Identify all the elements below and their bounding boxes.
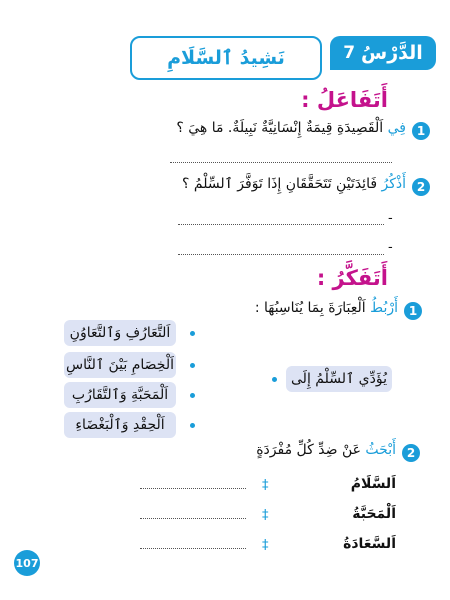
question-lead: أَرْبُطُ: [370, 300, 398, 316]
question-number-badge: 1: [412, 122, 430, 140]
question-lead: أَبْحَثُ: [365, 442, 396, 458]
question-lead: فِي: [387, 120, 406, 136]
matching-option-text: اَلْحِقْدِ وَٱلْبَغْضَاءِ: [75, 417, 165, 433]
answer-line[interactable]: [140, 518, 246, 519]
question-number-badge: 1: [404, 302, 422, 320]
answer-line[interactable]: [170, 162, 392, 163]
matching-option: [64, 320, 176, 346]
match-dot[interactable]: [190, 393, 195, 398]
dash-bullet: -: [388, 211, 393, 226]
question-text: اَلْقَصِيدَةِ قِيمَةٌ إِنْسَانِيَّةٌ نَبِيلَةٌ. مَا هِيَ ؟: [176, 120, 388, 136]
matching-option: [64, 382, 176, 408]
matching-option-text: اَلتَّعَارُفِ وَٱلتَّعَاوُنِ: [69, 325, 171, 341]
interact-question-1: [176, 120, 406, 136]
interact-question-2: [182, 176, 406, 192]
matching-phrase-text: يُؤَدِّي ٱلسِّلْمُ إِلَى: [291, 371, 387, 387]
question-lead: أَذْكُرُ: [381, 176, 406, 192]
question-text: اَلْعِبَارَةَ بِمَا يُنَاسِبُهَا :: [254, 300, 371, 316]
antonym-word: اَلسَّلَامُ: [350, 476, 396, 492]
match-dot[interactable]: [190, 423, 195, 428]
separator-mark: ‡: [262, 478, 269, 493]
think-question-2: [256, 442, 396, 458]
think-heading: أَتَفَكَّرُ :: [316, 266, 388, 290]
answer-line[interactable]: [140, 548, 246, 549]
lesson-title: نَشِيدُ ٱلسَّلَامِ: [167, 47, 285, 69]
match-dot[interactable]: [190, 331, 195, 336]
dash-bullet: -: [388, 240, 393, 255]
separator-mark: ‡: [262, 538, 269, 553]
match-dot[interactable]: [190, 363, 195, 368]
think-question-1: [255, 300, 398, 316]
answer-line[interactable]: [140, 488, 246, 489]
antonym-word: اَلسَّعَادَةُ: [343, 536, 396, 552]
question-number-badge: 2: [402, 444, 420, 462]
separator-mark: ‡: [262, 508, 269, 523]
lesson-label: الدَّرْسُ: [361, 42, 423, 64]
matching-option-text: اَلْمَحَبَّةِ وَٱلتَّقَارُبِ: [71, 387, 169, 403]
matching-phrase: [286, 366, 392, 392]
lesson-tab: [330, 36, 436, 70]
question-text: عَنْ ضِدِّ كُلِّ مُفْرَدَةٍ: [256, 442, 366, 458]
matching-option: [64, 352, 176, 378]
lesson-title-box: [130, 36, 322, 80]
answer-line[interactable]: [178, 254, 384, 255]
answer-line[interactable]: [178, 224, 384, 225]
lesson-number: 7: [343, 43, 356, 63]
question-number-badge: 2: [412, 178, 430, 196]
match-dot[interactable]: [272, 377, 277, 382]
interact-heading: أَتَفَاعَلُ :: [301, 88, 388, 112]
matching-option: [64, 412, 176, 438]
antonym-word: اَلْمَحَبَّةُ: [352, 506, 396, 522]
matching-option-text: اَلْخِصَامِ بَيْنَ ٱلنَّاسِ: [66, 357, 174, 373]
question-text: فَائِدَتَيْنِ تَتَحَقَّقَانِ إِذَا تَوَفَّرَ ٱلسِّلْمُ ؟: [182, 176, 382, 192]
page-number: 107: [14, 550, 40, 576]
